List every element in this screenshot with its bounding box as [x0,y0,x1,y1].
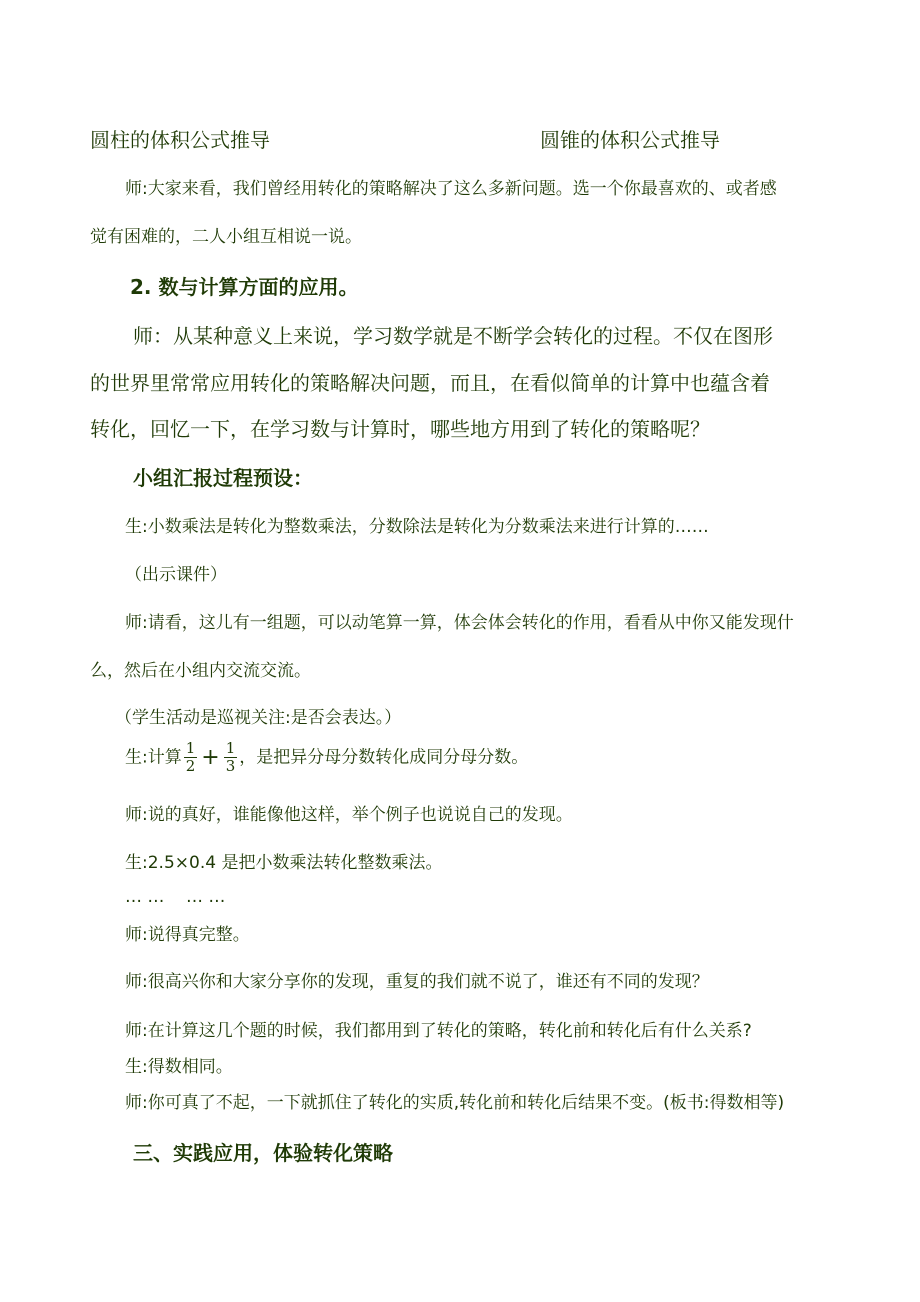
show-courseware-note: （出示课件） [125,565,227,585]
student-statement-2-prefix: 生:计算 [125,747,182,768]
student-statement-1: 生:小数乘法是转化为整数乘法，分数除法是转化为分数乘法来进行计算的…… [125,517,709,537]
teacher-statement-6: 师:你可真了不起，一下就抓住了转化的实质,转化前和转化后结果不变。(板书:得数相等) [125,1093,785,1113]
student-activity-note: （学生活动是巡视关注:是否会表达。） [115,708,402,728]
paragraph-1-line-1: 师:大家来看，我们曾经用转化的策略解决了这么多新问题。选一个你最喜欢的、或者感 [125,179,777,199]
fraction-one-half-numerator: 1 [185,739,196,757]
section-2-title: 2. 数与计算方面的应用。 [130,275,359,299]
fraction-one-third-numerator: 1 [225,739,236,757]
group-report-title: 小组汇报过程预设： [133,466,313,490]
student-statement-2-suffix: ，是把异分母分数转化成同分母分数。 [239,747,529,768]
ellipsis-line: … … … … [125,887,226,907]
paragraph-1-line-2: 觉有困难的，二人小组互相说一说。 [90,227,362,247]
paragraph-2-line-3: 转化，回忆一下，在学习数与计算时，哪些地方用到了转化的策略呢？ [90,417,710,441]
fraction-one-half [184,740,198,775]
fraction-one-third-denominator: 3 [225,757,236,775]
fraction-one-third [224,740,238,775]
student-statement-2 [125,740,528,775]
heading-cone-volume: 圆锥的体积公式推导 [540,128,720,152]
fraction-one-half-denominator: 2 [185,757,196,775]
teacher-statement-1-line-2: 么，然后在小组内交流交流。 [90,661,311,681]
section-3-title: 三、实践应用，体验转化策略 [133,1141,393,1165]
paragraph-2-line-1: 师：从某种意义上来说，学习数学就是不断学会转化的过程。不仅在图形 [133,324,773,348]
heading-cylinder-volume: 圆柱的体积公式推导 [90,128,270,152]
student-statement-4: 生:得数相同。 [125,1057,233,1077]
teacher-statement-2: 师:说的真好，谁能像他这样，举个例子也说说自己的发现。 [125,805,573,825]
teacher-statement-1-line-1: 师:请看，这儿有一组题，可以动笔算一算，体会体会转化的作用，看看从中你又能发现什 [125,613,794,633]
teacher-statement-3: 师:说得真完整。 [125,925,250,945]
student-statement-3: 生:2.5×0.4 是把小数乘法转化整数乘法。 [125,853,443,873]
paragraph-2-line-2: 的世界里常常应用转化的策略解决问题，而且，在看似简单的计算中也蕴含着 [90,371,770,395]
teacher-statement-4: 师:很高兴你和大家分享你的发现，重复的我们就不说了，谁还有不同的发现？ [125,972,709,992]
plus-sign: + [201,745,220,770]
teacher-statement-5: 师:在计算这几个题的时候，我们都用到了转化的策略，转化前和转化后有什么关系? [125,1021,752,1041]
